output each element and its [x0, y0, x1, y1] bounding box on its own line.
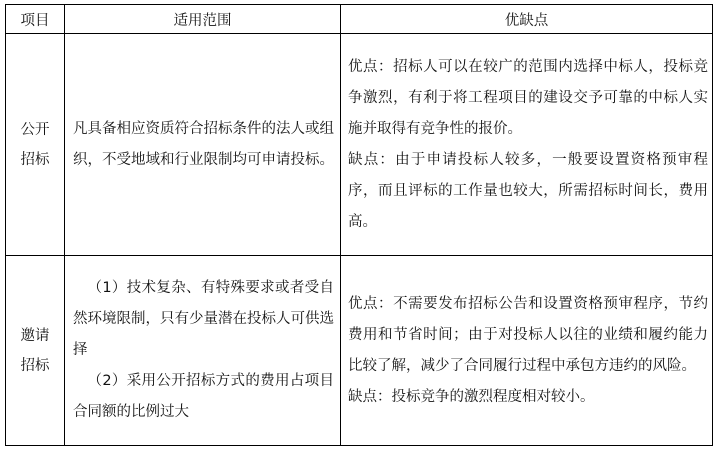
pros-text: 优点：不需要发布招标公告和设置资格预审程序，节约费用和节省时间；由于对投标人以往的业绩和履约能力比较了解，减少了合同履行过程中承包方违约的风险。 — [348, 295, 708, 374]
pros-text: 优点：招标人可以在较广的范围内选择中标人，投标竞争激烈，有利于将工程项目的建设交予可靠的中标人实施并取得有竞争性的报价。 — [348, 58, 708, 137]
item-cell-open-bidding — [6, 34, 65, 256]
scope-text: 凡具备相应资质符合招标条件的法人或组织，不受地域和行业限制均可申请投标。 — [73, 120, 334, 168]
scope-text: （2）采用公开招标方式的费用占项目合同额的比例过大 — [73, 373, 334, 420]
cons-text: 缺点：投标竞争的激烈程度相对较小。 — [348, 388, 595, 405]
scope-cell-invited-bidding — [65, 256, 341, 446]
scope-text: （1）技术复杂、有特殊要求或者受自然环境限制，只有少量潜在投标人可供选择 — [73, 280, 334, 358]
scope-cell-open-bidding — [65, 34, 341, 256]
pros-cons-cell-open-bidding — [341, 34, 713, 256]
table-header-row — [6, 5, 713, 34]
item-label-line: 招标 — [20, 357, 50, 374]
item-label-line: 招标 — [20, 151, 50, 168]
cons-text: 缺点：由于申请投标人较多，一般要设置资格预审程序，而且评标的工作量也较大，所需招标时间长，费用高。 — [348, 151, 708, 230]
header-pros-cons: 优缺点 — [341, 5, 713, 34]
header-scope: 适用范围 — [65, 5, 341, 34]
item-cell-invited-bidding — [6, 256, 65, 446]
bidding-comparison-table — [5, 4, 713, 446]
item-label-line: 公开 — [20, 121, 50, 138]
pros-cons-cell-invited-bidding — [341, 256, 713, 446]
item-label-line: 邀请 — [20, 327, 50, 344]
header-item: 项目 — [6, 5, 65, 34]
table-row-invited-bidding — [6, 256, 713, 446]
table-row-open-bidding — [6, 34, 713, 256]
